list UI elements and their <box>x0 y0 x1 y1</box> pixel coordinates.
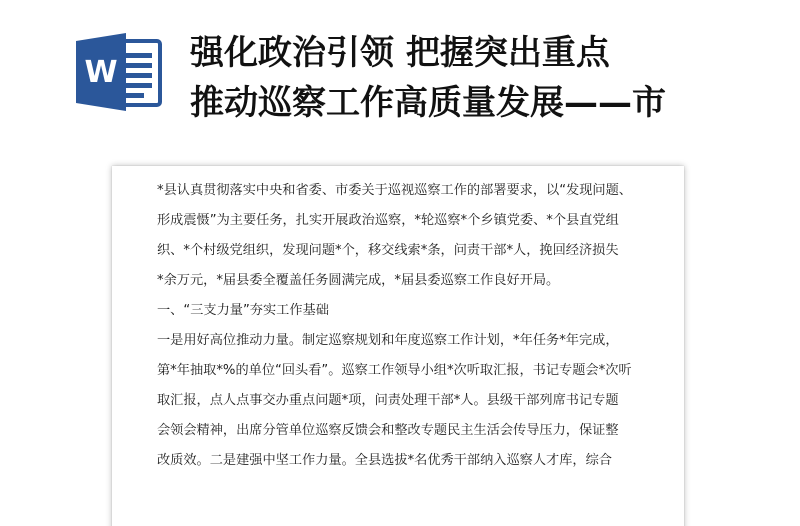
document-line: 会领会精神，出席分管单位巡察反馈会和整改专题民主生活会传导压力，保证整 <box>157 423 619 438</box>
document-line: 一是用好高位推动力量。制定巡察规划和年度巡察工作计划，*年任务*年完成， <box>157 333 619 348</box>
document-line: 织、*个村级党组织，发现问题*个，移交线索*条，问责干部*人，挽回经济损失 <box>157 243 619 258</box>
document-line: 改质效。二是建强中坚工作力量。全县选拔*名优秀干部纳入巡察人才库，综合 <box>157 453 612 468</box>
document-line: 形成震慑”为主要任务，扎实开展政治巡察，*轮巡察*个乡镇党委、*个县直党组 <box>157 213 619 228</box>
document-line: *县认真贯彻落实中央和省委、市委关于巡视巡察工作的部署要求，以“发现问题、 <box>157 183 632 198</box>
word-logo-letter: W <box>84 55 118 90</box>
document-line: *余万元，*届县委全覆盖任务圆满完成，*届县委巡察工作良好开局。 <box>157 273 560 288</box>
document-page <box>112 166 684 526</box>
page-title <box>190 28 790 128</box>
section-heading: 一、“三支力量”夯实工作基础 <box>157 303 329 318</box>
title-line-1: 强化政治引领 把握突出重点 <box>190 33 610 73</box>
title-line-2: 推动巡察工作高质量发展——市 <box>190 83 666 123</box>
document-line: 取汇报，点人点事交办重点问题*项，问责处理干部*人。县级干部列席书记专题 <box>157 393 619 408</box>
document-body <box>157 176 647 476</box>
header <box>0 0 800 150</box>
document-line: 第*年抽取*%的单位“回头看”。巡察工作领导小组*次听取汇报，书记专题会*次听 <box>157 363 632 378</box>
word-document-icon <box>74 33 164 111</box>
